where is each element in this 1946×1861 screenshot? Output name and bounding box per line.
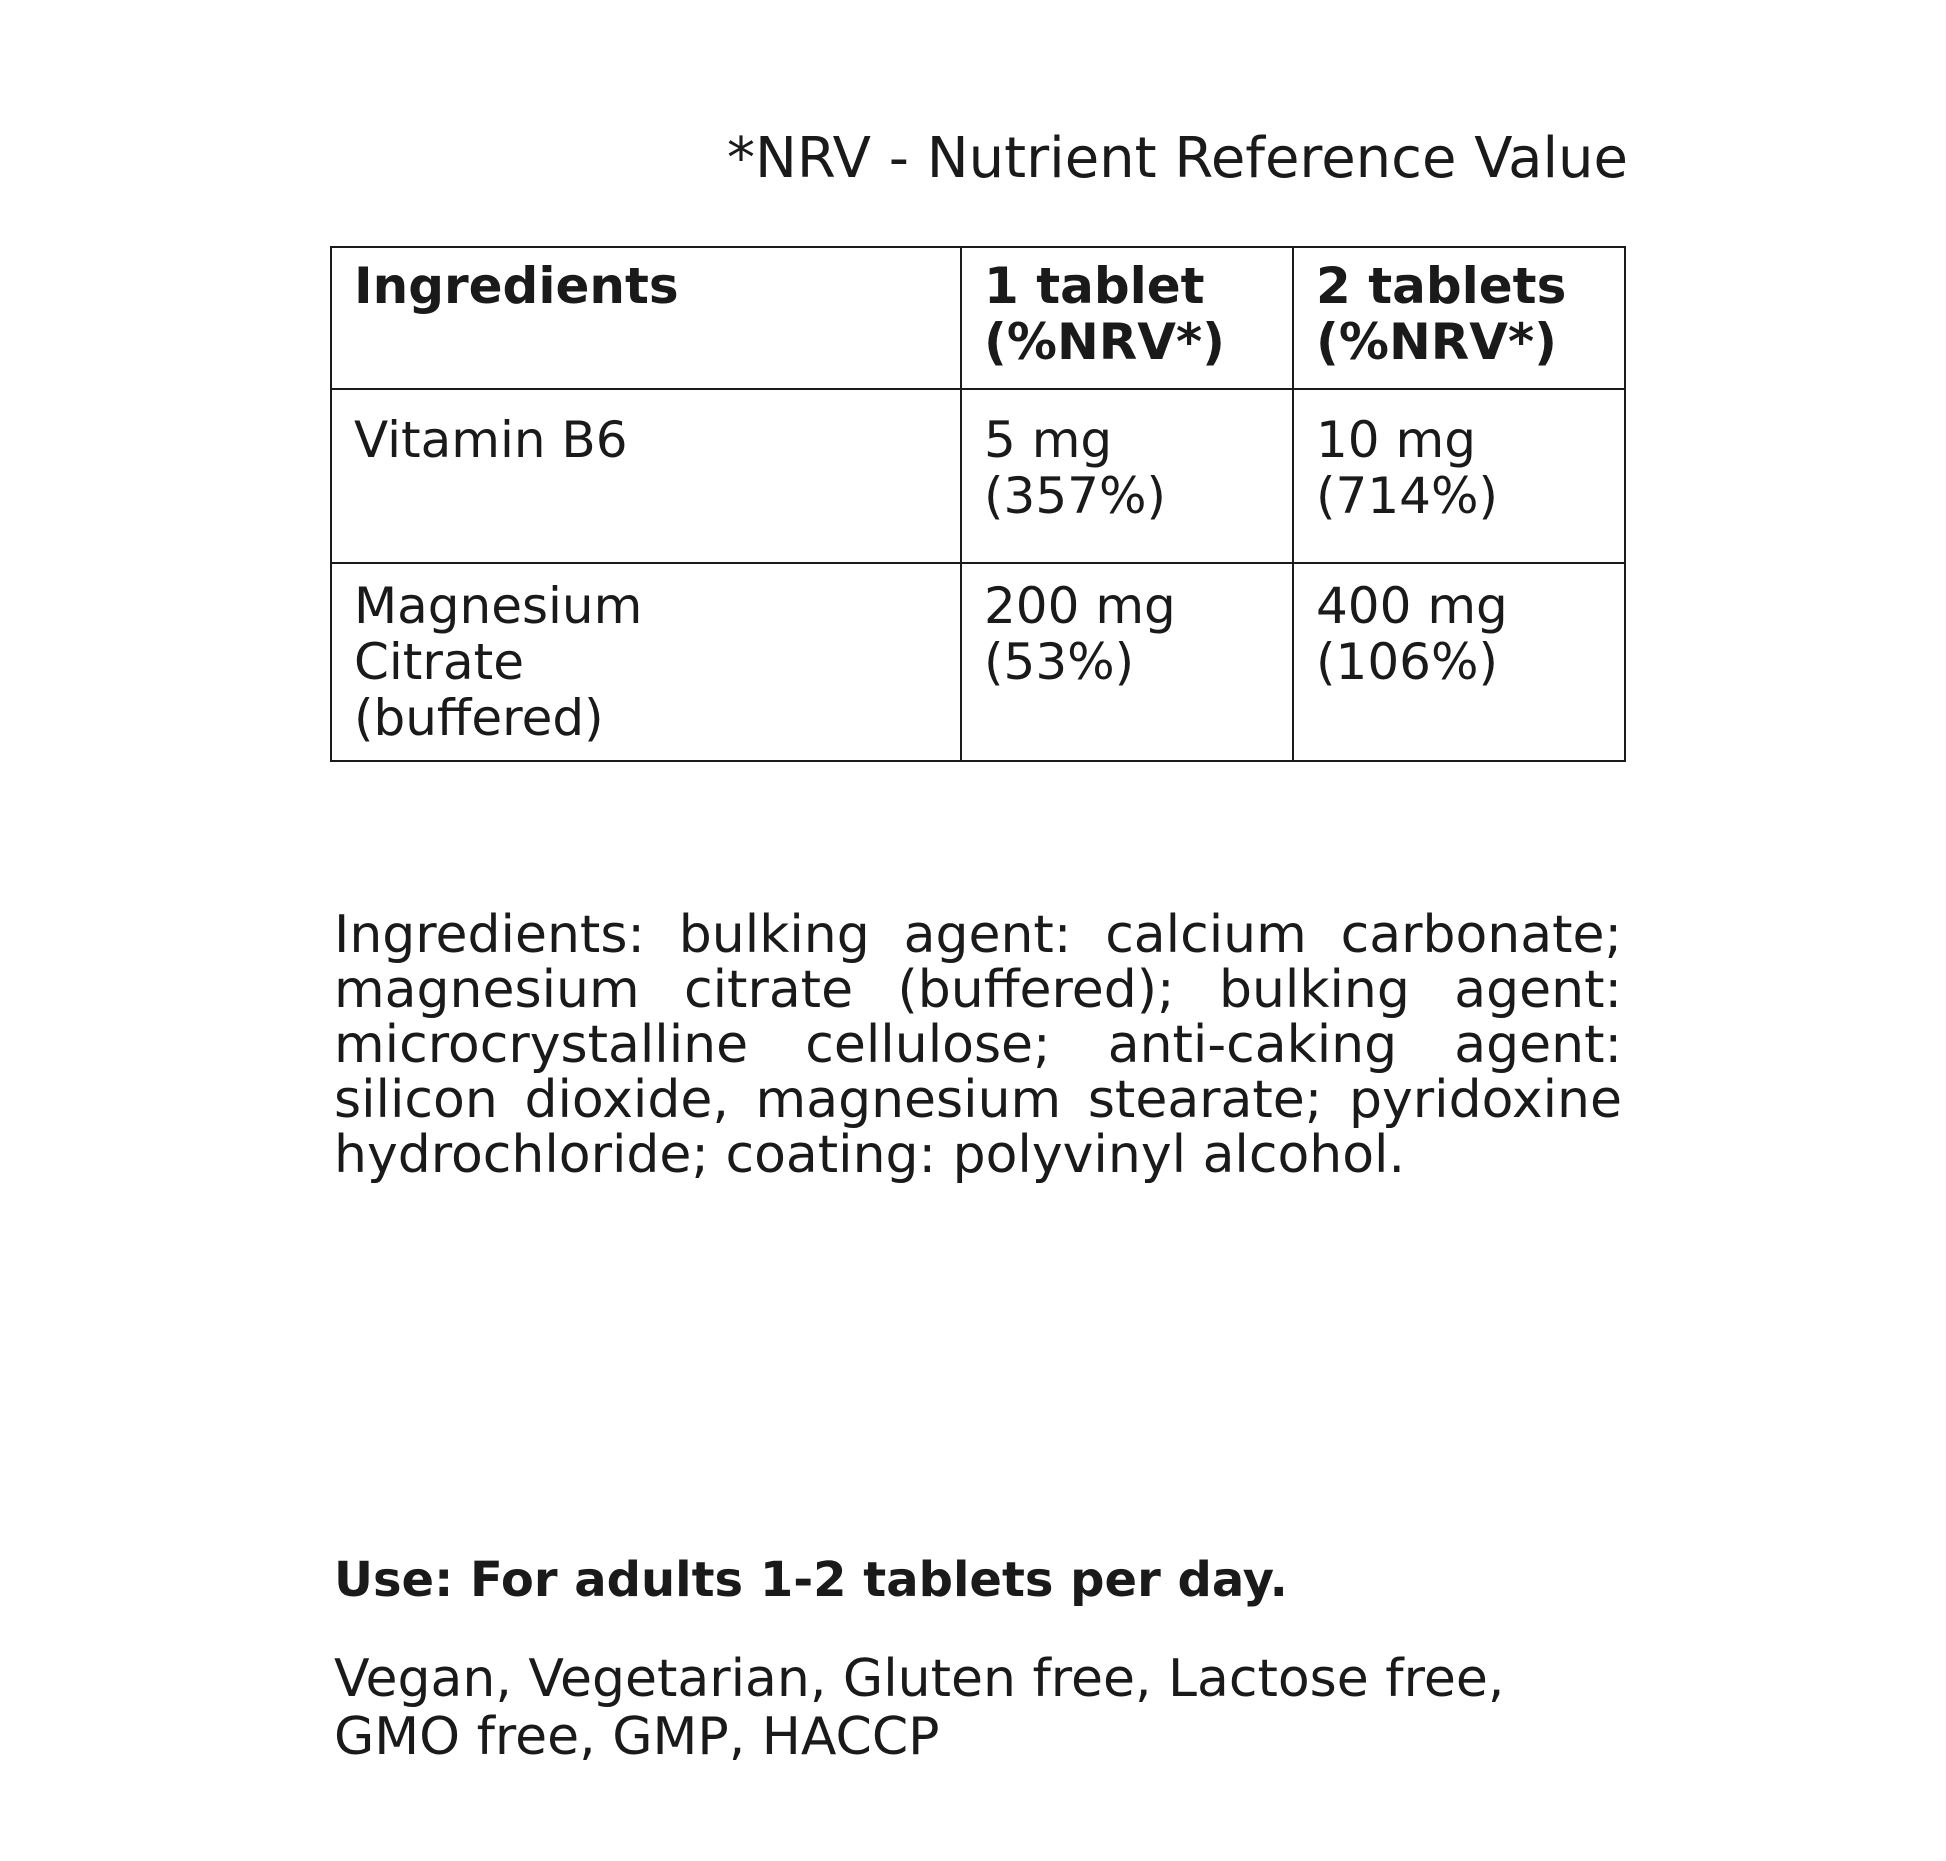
- two-tablets-nrv: (714%): [1316, 467, 1498, 525]
- ingredient-name-line-3: (buffered): [354, 689, 604, 747]
- header-two-tablets: [1293, 247, 1625, 389]
- dietary-claims: [334, 1650, 1574, 1766]
- nutrition-table: [330, 246, 1626, 762]
- one-tablet-nrv: (357%): [984, 467, 1166, 525]
- cell-ingredient: [331, 389, 961, 563]
- two-tablets-amount: 400 mg: [1316, 577, 1508, 635]
- one-tablet-amount: 5 mg: [984, 411, 1113, 469]
- cell-two-tablets: [1293, 389, 1625, 563]
- table-row: [331, 563, 1625, 761]
- header-one-tablet-line-2: (%NRV*): [984, 313, 1225, 371]
- one-tablet-nrv: (53%): [984, 633, 1135, 691]
- usage-instructions: Use: For adults 1-2 tablets per day.: [334, 1552, 1288, 1608]
- dietary-claims-line-2: GMO free, GMP, HACCP: [334, 1707, 940, 1767]
- two-tablets-nrv: (106%): [1316, 633, 1498, 691]
- cell-ingredient: [331, 563, 961, 761]
- header-two-tablets-line-1: 2 tablets: [1316, 257, 1567, 315]
- header-ingredients-label: Ingredients: [354, 257, 679, 315]
- dietary-claims-line-1: Vegan, Vegetarian, Gluten free, Lactose free,: [334, 1649, 1505, 1709]
- header-one-tablet: [961, 247, 1293, 389]
- table-row: [331, 389, 1625, 563]
- ingredients-list: Ingredients: bulking agent: calcium carbonate; magnesium citrate (buffered); bulking agent: microcrystalline cellulose; anti-caking agent: silicon dioxide, magnesium stearate; pyridoxine hydrochloride; coating: polyvinyl alcohol.: [334, 905, 1622, 1185]
- one-tablet-amount: 200 mg: [984, 577, 1176, 635]
- cell-two-tablets: [1293, 563, 1625, 761]
- table-header-row: [331, 247, 1625, 389]
- header-ingredients: [331, 247, 961, 389]
- header-two-tablets-line-2: (%NRV*): [1316, 313, 1557, 371]
- ingredient-name-line-1: Magnesium: [354, 577, 643, 635]
- header-one-tablet-line-1: 1 tablet: [984, 257, 1205, 315]
- cell-one-tablet: [961, 389, 1293, 563]
- cell-one-tablet: [961, 563, 1293, 761]
- two-tablets-amount: 10 mg: [1316, 411, 1476, 469]
- nrv-footnote: *NRV - Nutrient Reference Value: [726, 126, 1628, 191]
- ingredient-name-line-2: Citrate: [354, 633, 524, 691]
- ingredient-name: Vitamin B6: [354, 411, 628, 469]
